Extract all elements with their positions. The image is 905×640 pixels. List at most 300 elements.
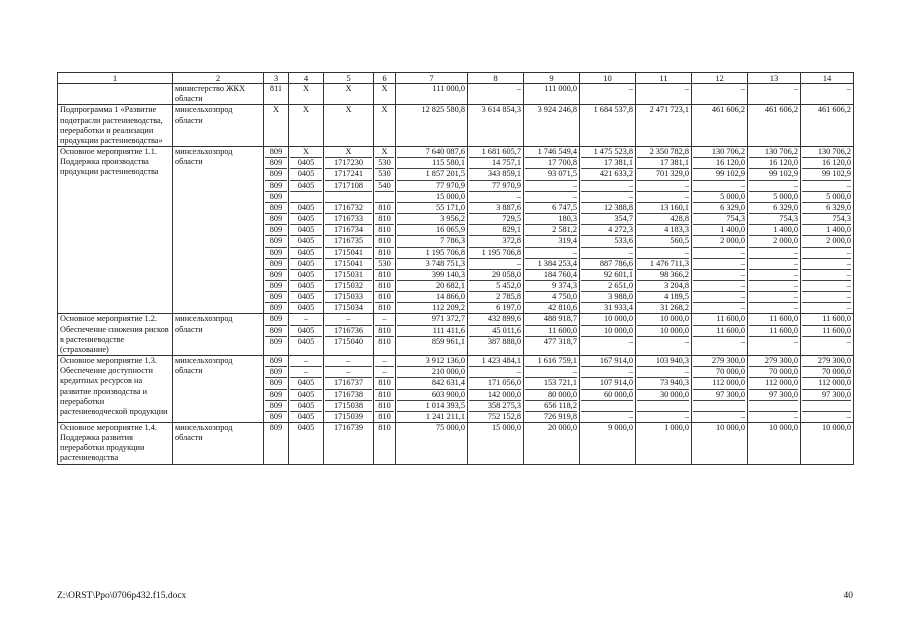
table-cell: 810 bbox=[375, 377, 394, 388]
table-cell: 810 bbox=[375, 247, 394, 258]
table-cell: 1 014 393,5 bbox=[397, 400, 465, 411]
column-number: 5 bbox=[324, 73, 374, 84]
table-cell: 11 600,0 bbox=[822, 314, 851, 324]
value-column bbox=[748, 314, 801, 356]
table-cell: – bbox=[581, 191, 633, 202]
table-cell: 99 102,9 bbox=[749, 168, 798, 179]
table-cell: 354,7 bbox=[581, 213, 633, 224]
table-cell: 461 606,2 bbox=[711, 105, 745, 115]
table-cell: – bbox=[581, 336, 633, 347]
column-number: 13 bbox=[748, 73, 801, 84]
table-cell: 31 933,4 bbox=[581, 302, 633, 313]
table-cell: – bbox=[802, 258, 851, 269]
table-cell: – bbox=[693, 411, 745, 422]
value-column bbox=[396, 105, 468, 147]
table-cell: 399 140,3 bbox=[397, 269, 465, 280]
value-column bbox=[524, 356, 580, 423]
table-cell: 111 000,0 bbox=[544, 84, 577, 94]
table-cell: 42 810,6 bbox=[525, 302, 577, 313]
value-column bbox=[289, 84, 324, 105]
table-cell: 6 329,0 bbox=[693, 202, 745, 213]
table-cell: 1 616 759,1 bbox=[537, 356, 577, 366]
value-column bbox=[324, 356, 374, 423]
table-cell: 279 300,0 bbox=[711, 356, 745, 366]
table-cell: – bbox=[749, 291, 798, 302]
table-cell: 4 189,5 bbox=[637, 291, 689, 302]
table-cell: 810 bbox=[375, 325, 394, 336]
value-column bbox=[636, 147, 692, 314]
table-cell: – bbox=[693, 280, 745, 291]
table-cell: – bbox=[637, 180, 689, 191]
table-cell: – bbox=[802, 291, 851, 302]
table-cell: 809 bbox=[265, 180, 287, 191]
value-column bbox=[692, 84, 748, 105]
value-column bbox=[580, 84, 636, 105]
table-cell: 14 866,0 bbox=[397, 291, 465, 302]
table-cell: 809 bbox=[269, 423, 283, 432]
value-column bbox=[636, 423, 692, 465]
table-cell: – bbox=[749, 302, 798, 313]
table-cell: 112 209,2 bbox=[397, 302, 465, 313]
table-cell: 10 000,0 bbox=[768, 423, 798, 432]
table-cell: – bbox=[693, 269, 745, 280]
table-cell: 1 684 537,8 bbox=[593, 105, 633, 115]
table-cell: 1 400,0 bbox=[749, 224, 798, 235]
table-cell: 0405 bbox=[290, 280, 322, 291]
value-column bbox=[396, 314, 468, 356]
table-cell: 1715034 bbox=[325, 302, 372, 313]
table-cell: 2 581,2 bbox=[525, 224, 577, 235]
table-cell: 809 bbox=[265, 202, 287, 213]
table-cell: – bbox=[637, 191, 689, 202]
table-cell: 809 bbox=[265, 224, 287, 235]
table-cell: 0405 bbox=[290, 213, 322, 224]
column-number: 9 bbox=[524, 73, 580, 84]
table-cell: 0405 bbox=[290, 269, 322, 280]
table-cell: 10 000,0 bbox=[659, 314, 689, 324]
table-cell bbox=[290, 191, 322, 202]
table-cell: 112 000,0 bbox=[749, 377, 798, 388]
value-column bbox=[468, 105, 524, 147]
value-column bbox=[468, 84, 524, 105]
table-cell: 0405 bbox=[290, 377, 322, 388]
table-cell: 7 786,3 bbox=[397, 235, 465, 246]
table-cell: 0405 bbox=[290, 400, 322, 411]
table-cell: 130 706,2 bbox=[764, 147, 798, 157]
table-cell: 1715032 bbox=[325, 280, 372, 291]
table-cell: – bbox=[525, 366, 577, 377]
table-cell: 810 bbox=[375, 235, 394, 246]
table-cell: 14 757,1 bbox=[469, 157, 521, 168]
table-row bbox=[58, 356, 854, 423]
table-cell: – bbox=[303, 356, 309, 366]
table-cell: 829,1 bbox=[469, 224, 521, 235]
column-number-row bbox=[58, 73, 854, 84]
table-cell: 809 bbox=[265, 377, 287, 388]
table-cell: 1716735 bbox=[325, 235, 372, 246]
column-number: 2 bbox=[173, 73, 264, 84]
table-cell: 99 102,9 bbox=[693, 168, 745, 179]
table-cell: 279 300,0 bbox=[764, 356, 798, 366]
table-cell: – bbox=[525, 180, 577, 191]
table-cell: 603 900,0 bbox=[397, 389, 465, 400]
table-cell: 97 300,0 bbox=[802, 389, 851, 400]
table-cell: 754,3 bbox=[693, 213, 745, 224]
table-cell bbox=[325, 191, 372, 202]
table-cell: 3 887,6 bbox=[469, 202, 521, 213]
table-cell: 1 857 201,5 bbox=[397, 168, 465, 179]
table-cell: 432 899,6 bbox=[487, 314, 521, 324]
column-number: 14 bbox=[801, 73, 854, 84]
table-cell: – bbox=[382, 356, 387, 366]
executor: минсельхозпрод области bbox=[173, 105, 264, 147]
value-column bbox=[264, 356, 289, 423]
table-cell: Х bbox=[303, 84, 309, 94]
table-cell: – bbox=[693, 180, 745, 191]
table-cell: – bbox=[802, 302, 851, 313]
table-cell: 1 476 711,3 bbox=[637, 258, 689, 269]
table-cell: – bbox=[693, 247, 745, 258]
table-cell: 0405 bbox=[290, 389, 322, 400]
table-cell: 0405 bbox=[290, 180, 322, 191]
table-cell: 809 bbox=[265, 280, 287, 291]
table-cell: Х bbox=[303, 105, 309, 115]
table-cell: – bbox=[684, 84, 689, 94]
table-cell bbox=[581, 400, 633, 411]
table-cell: 97 300,0 bbox=[693, 389, 745, 400]
value-column bbox=[801, 105, 854, 147]
table-cell: Х bbox=[381, 147, 388, 157]
table-cell bbox=[693, 400, 745, 411]
table-cell: 809 bbox=[265, 336, 287, 347]
value-column bbox=[396, 84, 468, 105]
value-column bbox=[396, 423, 468, 465]
table-cell: 358 275,3 bbox=[469, 400, 521, 411]
table-cell: Х bbox=[381, 84, 388, 94]
table-cell: 12 388,8 bbox=[581, 202, 633, 213]
table-cell: 30 000,0 bbox=[637, 389, 689, 400]
value-column bbox=[289, 314, 324, 356]
table-cell: – bbox=[325, 366, 372, 377]
value-column bbox=[636, 356, 692, 423]
table-cell: 5 000,0 bbox=[802, 191, 851, 202]
table-cell: – bbox=[382, 314, 387, 324]
value-column bbox=[264, 105, 289, 147]
value-column bbox=[580, 423, 636, 465]
value-column bbox=[748, 84, 801, 105]
table-cell: 55 171,0 bbox=[397, 202, 465, 213]
table-cell: 1716734 bbox=[325, 224, 372, 235]
value-column bbox=[264, 147, 289, 314]
table-cell: 1 000,0 bbox=[664, 423, 689, 432]
value-column bbox=[396, 356, 468, 423]
table-cell: 809 bbox=[265, 302, 287, 313]
table-cell: – bbox=[802, 336, 851, 347]
table-cell: 0405 bbox=[290, 168, 322, 179]
table-cell: 6 747,5 bbox=[525, 202, 577, 213]
value-column bbox=[468, 356, 524, 423]
value-column bbox=[580, 356, 636, 423]
value-column bbox=[524, 105, 580, 147]
table-cell: 1 195 706,8 bbox=[397, 247, 465, 258]
table-cell: 477 318,7 bbox=[525, 336, 577, 347]
table-cell: – bbox=[802, 247, 851, 258]
table-cell: 428,8 bbox=[637, 213, 689, 224]
column-number: 10 bbox=[580, 73, 636, 84]
table-cell: 0405 bbox=[290, 325, 322, 336]
measure-name bbox=[58, 84, 173, 105]
value-column bbox=[374, 314, 396, 356]
table-cell: 107 914,0 bbox=[581, 377, 633, 388]
table-cell: 70 000,0 bbox=[802, 366, 851, 377]
table-cell: 754,3 bbox=[749, 213, 798, 224]
table-cell: 1 384 253,4 bbox=[525, 258, 577, 269]
table-cell: Х bbox=[345, 105, 352, 115]
table-cell: 112 000,0 bbox=[802, 377, 851, 388]
table-cell: 1715041 bbox=[325, 258, 372, 269]
table-cell: – bbox=[793, 84, 798, 94]
value-column bbox=[692, 423, 748, 465]
column-number: 11 bbox=[636, 73, 692, 84]
table-cell: 0405 bbox=[290, 291, 322, 302]
table-cell: – bbox=[749, 411, 798, 422]
table-cell: 5 000,0 bbox=[693, 191, 745, 202]
table-cell: 810 bbox=[375, 302, 394, 313]
table-cell: 1716733 bbox=[325, 213, 372, 224]
table-cell: 810 bbox=[378, 423, 391, 432]
table-cell: 809 bbox=[265, 400, 287, 411]
table-cell: 887 786,6 bbox=[581, 258, 633, 269]
table-cell: 810 bbox=[375, 269, 394, 280]
table-cell: 16 065,9 bbox=[397, 224, 465, 235]
table-cell: – bbox=[303, 314, 309, 324]
table-cell: 1715031 bbox=[325, 269, 372, 280]
table-cell: 809 bbox=[269, 147, 283, 157]
table-cell: 319,4 bbox=[525, 235, 577, 246]
table-cell: 809 bbox=[265, 411, 287, 422]
table-row bbox=[58, 84, 854, 105]
value-column bbox=[748, 147, 801, 314]
value-column bbox=[324, 423, 374, 465]
table-cell: 343 859,1 bbox=[469, 168, 521, 179]
page-number: 40 bbox=[843, 591, 853, 601]
table-cell: 10 000,0 bbox=[603, 314, 633, 324]
table-cell: 111 000,0 bbox=[432, 84, 465, 94]
executor: минсельхозпрод области bbox=[173, 356, 264, 423]
table-cell: 810 bbox=[375, 400, 394, 411]
value-column bbox=[264, 423, 289, 465]
table-cell: 0405 bbox=[290, 247, 322, 258]
table-cell: – bbox=[346, 314, 351, 324]
table-cell: 112 000,0 bbox=[693, 377, 745, 388]
table-cell: 1715033 bbox=[325, 291, 372, 302]
table-cell: – bbox=[749, 258, 798, 269]
table-cell: – bbox=[581, 366, 633, 377]
table-cell: 11 600,0 bbox=[802, 325, 851, 336]
table-cell: 1 746 549,4 bbox=[537, 147, 577, 157]
value-column bbox=[748, 423, 801, 465]
table-cell: 540 bbox=[375, 180, 394, 191]
table-cell: 809 bbox=[265, 269, 287, 280]
table-cell: 77 970,9 bbox=[397, 180, 465, 191]
table-row bbox=[58, 147, 854, 314]
table-cell: 530 bbox=[375, 168, 394, 179]
table-cell: – bbox=[628, 84, 633, 94]
table-cell: – bbox=[693, 291, 745, 302]
table-cell: 729,5 bbox=[469, 213, 521, 224]
value-column bbox=[374, 84, 396, 105]
table-cell: – bbox=[637, 336, 689, 347]
table-cell: 809 bbox=[265, 213, 287, 224]
table-cell: 75 000,0 bbox=[435, 423, 465, 432]
value-column bbox=[636, 105, 692, 147]
table-cell: 6 329,0 bbox=[802, 202, 851, 213]
table-cell: 180,3 bbox=[525, 213, 577, 224]
table-cell: 11 600,0 bbox=[716, 314, 745, 324]
table-cell: 0405 bbox=[290, 411, 322, 422]
value-column bbox=[289, 423, 324, 465]
table-cell: 1 400,0 bbox=[693, 224, 745, 235]
table-cell: 461 606,2 bbox=[764, 105, 798, 115]
table-cell: 3 614 854,3 bbox=[481, 105, 521, 115]
table-cell: 6 197,0 bbox=[469, 302, 521, 313]
table-cell: 12 825 580,8 bbox=[421, 105, 465, 115]
table-cell: – bbox=[693, 258, 745, 269]
table-cell: 210 000,0 bbox=[397, 366, 465, 377]
table-cell: 10 000,0 bbox=[581, 325, 633, 336]
table-cell: 5 000,0 bbox=[749, 191, 798, 202]
table-cell: – bbox=[740, 84, 745, 94]
table-cell bbox=[749, 400, 798, 411]
table-cell: 17 381,1 bbox=[637, 157, 689, 168]
measure-name: Основное мероприятие 1.1. Поддержка производства продукции растениеводства bbox=[58, 147, 173, 314]
table-cell: – bbox=[749, 336, 798, 347]
table-cell: 11 600,0 bbox=[769, 314, 798, 324]
table-cell: 754,3 bbox=[802, 213, 851, 224]
value-column bbox=[524, 84, 580, 105]
table-cell: 809 bbox=[269, 314, 283, 324]
table-cell: – bbox=[749, 247, 798, 258]
table-cell: 560,5 bbox=[637, 235, 689, 246]
table-cell: 810 bbox=[375, 224, 394, 235]
table-cell: 809 bbox=[265, 191, 287, 202]
table-cell: 9 374,3 bbox=[525, 280, 577, 291]
table-cell: 1 423 484,1 bbox=[481, 356, 521, 366]
table-cell: 1715038 bbox=[325, 400, 372, 411]
table-cell: 2 000,0 bbox=[693, 235, 745, 246]
executor: минсельхозпрод области bbox=[173, 147, 264, 314]
table-cell: 530 bbox=[375, 258, 394, 269]
table-cell: 130 706,2 bbox=[817, 147, 851, 157]
table-cell: 811 bbox=[269, 84, 283, 94]
table-cell: 1716736 bbox=[325, 325, 372, 336]
value-column bbox=[324, 314, 374, 356]
table-cell: 0405 bbox=[290, 258, 322, 269]
measure-name: Подпрограмма 1 «Развитие подотрасли растениеводства, переработки и реализации продукции растениеводства» bbox=[58, 105, 173, 147]
table-cell: 279 300,0 bbox=[817, 356, 851, 366]
table-cell: 859 961,1 bbox=[397, 336, 465, 347]
executor: минсельхозпрод области bbox=[173, 423, 264, 465]
value-column bbox=[636, 84, 692, 105]
value-column bbox=[264, 314, 289, 356]
table-cell: 80 000,0 bbox=[525, 389, 577, 400]
table-cell: 533,6 bbox=[581, 235, 633, 246]
table-cell: – bbox=[375, 366, 394, 377]
value-column bbox=[468, 147, 524, 314]
table-cell: 0405 bbox=[290, 235, 322, 246]
table-cell: 11 600,0 bbox=[749, 325, 798, 336]
table-cell: 7 640 087,6 bbox=[425, 147, 465, 157]
table-cell: 4 272,3 bbox=[581, 224, 633, 235]
value-column bbox=[374, 105, 396, 147]
budget-table bbox=[57, 72, 854, 465]
table-cell: – bbox=[749, 280, 798, 291]
table-cell: 130 706,2 bbox=[711, 147, 745, 157]
table-cell: 153 721,1 bbox=[525, 377, 577, 388]
table-cell: 809 bbox=[265, 366, 287, 377]
table-cell: 98 366,2 bbox=[637, 269, 689, 280]
value-column bbox=[692, 314, 748, 356]
table-cell: 3 912 136,0 bbox=[425, 356, 465, 366]
table-cell: 1 400,0 bbox=[802, 224, 851, 235]
table-cell: 73 940,3 bbox=[637, 377, 689, 388]
table-cell: 111 411,6 bbox=[397, 325, 465, 336]
value-column bbox=[580, 105, 636, 147]
column-number: 6 bbox=[374, 73, 396, 84]
table-cell: 2 471 723,1 bbox=[649, 105, 689, 115]
table-cell: – bbox=[581, 180, 633, 191]
table-cell: 701 329,0 bbox=[637, 168, 689, 179]
table-cell: 656 118,2 bbox=[525, 400, 577, 411]
table-cell: 387 888,0 bbox=[469, 336, 521, 347]
value-column bbox=[468, 423, 524, 465]
table-cell: – bbox=[469, 366, 521, 377]
table-cell: – bbox=[693, 336, 745, 347]
table-cell: 16 120,0 bbox=[693, 157, 745, 168]
table-cell bbox=[802, 400, 851, 411]
table-cell: 97 300,0 bbox=[749, 389, 798, 400]
table-cell: 0405 bbox=[297, 423, 315, 432]
table-cell: 1716738 bbox=[325, 389, 372, 400]
table-cell: 2 000,0 bbox=[802, 235, 851, 246]
table-cell: 0405 bbox=[290, 224, 322, 235]
table-cell: 45 011,6 bbox=[469, 325, 521, 336]
table-cell bbox=[637, 400, 689, 411]
table-cell: 1716737 bbox=[325, 377, 372, 388]
table-cell: 1 475 523,8 bbox=[593, 147, 633, 157]
table-cell: 809 bbox=[265, 325, 287, 336]
table-cell: – bbox=[469, 258, 521, 269]
table-cell: 530 bbox=[375, 157, 394, 168]
table-cell: 4 750,0 bbox=[525, 291, 577, 302]
table-cell: 142 000,0 bbox=[469, 389, 521, 400]
table-cell: 20 000,0 bbox=[547, 423, 577, 432]
value-column bbox=[324, 84, 374, 105]
table-cell: – bbox=[637, 247, 689, 258]
table-cell: 9 000,0 bbox=[608, 423, 633, 432]
table-cell: 1717230 bbox=[325, 157, 372, 168]
value-column bbox=[524, 314, 580, 356]
table-cell: 184 760,4 bbox=[525, 269, 577, 280]
value-column bbox=[524, 423, 580, 465]
table-cell: – bbox=[749, 180, 798, 191]
value-column bbox=[374, 423, 396, 465]
measure-name: Основное мероприятие 1.2. Обеспечение снижения рисков в растениеводстве (страхование) bbox=[58, 314, 173, 356]
value-column bbox=[396, 147, 468, 314]
table-cell: 461 606,2 bbox=[817, 105, 851, 115]
table-row bbox=[58, 423, 854, 465]
table-cell: 2 000,0 bbox=[749, 235, 798, 246]
